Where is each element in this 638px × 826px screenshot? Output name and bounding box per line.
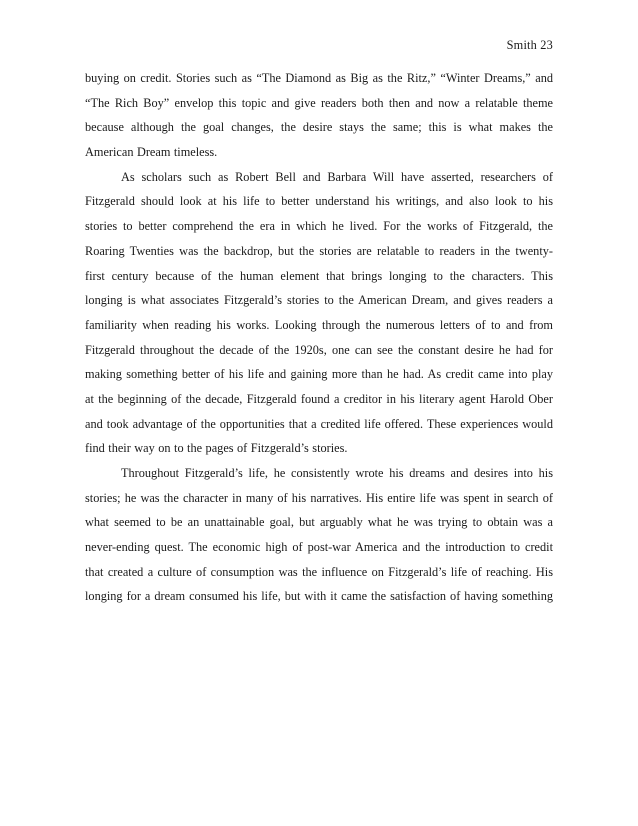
text-line: and took advantage of the opportunities that a credited life offered. These experiences would xyxy=(85,416,553,431)
text-line: making something better of his life and gaining more than he had. As credit came into play xyxy=(85,367,553,382)
paragraph-2 xyxy=(85,165,553,461)
running-head: Smith 23 xyxy=(506,38,553,52)
text-line: buying on credit. Stories such as “The Diamond as Big as the Ritz,” “Winter Dreams,” and xyxy=(85,71,553,85)
text-line: longing is what associates Fitzgerald’s stories to the American Dream, and gives readers a xyxy=(85,293,553,308)
text-line: that created a culture of consumption was the influence on Fitzgerald’s life of reaching. His xyxy=(85,564,553,579)
text-line: familiarity when reading his works. Looking through the numerous letters of to and from xyxy=(85,317,553,332)
text-line: because although the goal changes, the desire stays the same; this is what makes the xyxy=(85,120,553,135)
text-line: stories; he was the character in many of his narratives. His entire life was spent in search of xyxy=(85,490,553,505)
paragraph-3 xyxy=(85,461,553,609)
text-line: Roaring Twenties was the backdrop, but the stories are relatable to readers in the twenty- xyxy=(85,243,553,258)
text-line: As scholars such as Robert Bell and Barbara Will have asserted, researchers of xyxy=(121,169,553,184)
body-text xyxy=(85,66,553,609)
paragraph-1 xyxy=(85,66,553,165)
text-line: first century because of the human element that brings longing to the characters. This xyxy=(85,268,553,283)
text-line: American Dream timeless. xyxy=(85,145,218,160)
text-line: longing for a dream consumed his life, but with it came the satisfaction of having something xyxy=(85,589,553,604)
text-line: stories to better comprehend the era in which he lived. For the works of Fitzgerald, the xyxy=(85,219,553,234)
text-line: what seemed to be an unattainable goal, but arguably what he was trying to obtain was a xyxy=(85,515,553,530)
text-line: find their way on to the pages of Fitzgerald’s stories. xyxy=(85,441,348,456)
text-line: Throughout Fitzgerald’s life, he consistently wrote his dreams and desires into his xyxy=(121,466,553,480)
text-line: Fitzgerald should look at his life to better understand his writings, and also look to his xyxy=(85,194,553,209)
text-line: never-ending quest. The economic high of post-war America and the introduction to credit xyxy=(85,540,553,555)
text-line: at the beginning of the decade, Fitzgerald found a creditor in his literary agent Harold Ober xyxy=(85,391,553,406)
text-line: “The Rich Boy” envelop this topic and give readers both then and now a relatable theme xyxy=(85,95,553,110)
text-line: Fitzgerald throughout the decade of the 1920s, one can see the constant desire he had for xyxy=(85,342,553,357)
